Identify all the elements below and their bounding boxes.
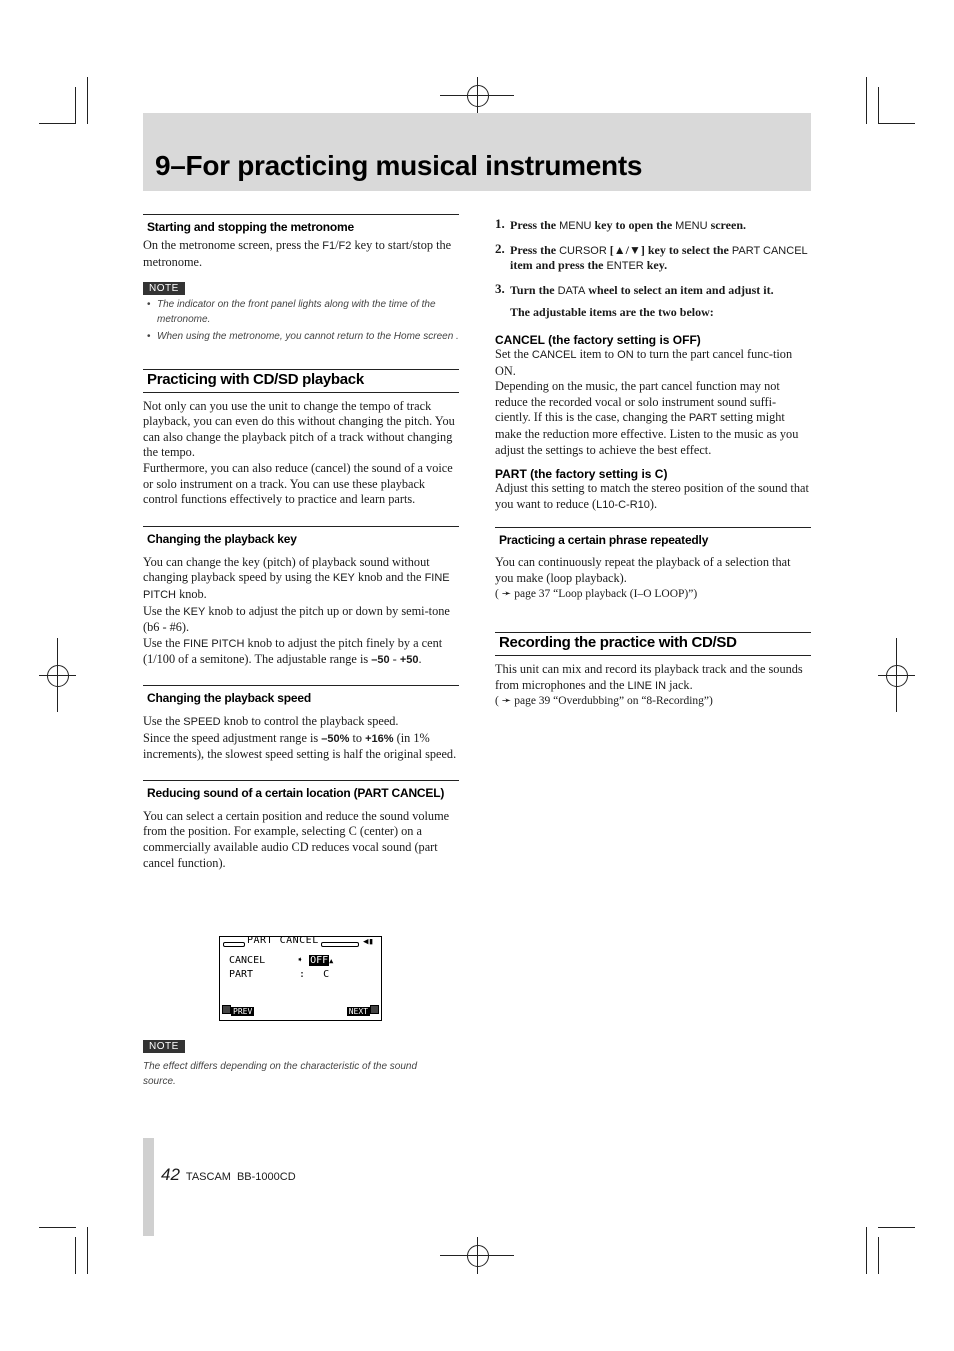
playback-key-body: You can change the key (pitch) of playback sound without changing playback speed by using the KEY knob and the FINE PITCH knob. Use the KEY knob to adjust the pitch up or down by semi-tone (b6 - #6). Use the FINE PITCH knob to adjust the pitch finely by a cent (1/100 of a semitone). The adjustable range is –50 - +50. (143, 554, 450, 667)
page-title: 9–For practicing musical instruments (155, 150, 643, 181)
up-arrow-icon: ▲ (329, 957, 334, 965)
recording-ref: ( ➛ page 39 “Overdubbing” on “8-Recording”) (495, 695, 713, 708)
playback-speed-body: Use the SPEED knob to control the playback speed. Since the speed adjustment range is –50% to +16% (in 1% increments), the slowest speed setting is half the original speed. (143, 714, 457, 762)
footer-model: BB-1000CD (236, 1171, 296, 1183)
note2 (143, 1036, 443, 1089)
playback-key-heading: Changing the playback key (143, 526, 459, 550)
crop-mark (878, 123, 915, 124)
recording-heading: Recording the practice with CD/SD (495, 632, 811, 656)
step-3-follow: The adjustable items are the two below: (510, 305, 714, 319)
crop-mark (878, 87, 879, 124)
footer-brand: TASCAM (185, 1171, 231, 1183)
metronome-heading: Starting and stopping the metronome (143, 214, 459, 238)
note-item: • When using the metronome, you cannot return to the Home screen . (147, 331, 459, 343)
note2-text: The effect differs depending on the characteristic of the sound source. (143, 1061, 418, 1087)
lcd-row-part: PART (229, 969, 254, 980)
note-item: • The indicator on the front panel lights along with the time of the metronome. (147, 299, 436, 325)
speaker-icon: ◀▮ (363, 937, 374, 947)
loop-body: You can continuously repeat the playback of a selection that you make (loop playback). (495, 555, 791, 585)
part-cancel-heading: Reducing sound of a certain location (PART CANCEL) (143, 780, 459, 804)
part-heading: PART (the factory setting is C) (495, 467, 668, 482)
crop-mark (866, 77, 867, 124)
part-body: Adjust this setting to match the stereo position of the sound that you want to reduce (L10-C-R10). (495, 481, 809, 511)
playback-speed-heading: Changing the playback speed (143, 685, 459, 709)
part-cancel-body: You can select a certain position and reduce the sound volume from the position. For example, selecting C (center) on a commercially available audio CD reduces vocal sound (part cancel function). (143, 808, 450, 870)
registration-mark (467, 1245, 489, 1267)
lcd-row-cancel-value: ➧ OFF▲ (297, 955, 334, 966)
step-1: 1. Press the MENU key to open the MENU screen. (495, 216, 746, 232)
page-number: 42 (161, 1165, 180, 1184)
left-column (143, 214, 459, 871)
lcd-row-part-value: : C (299, 969, 330, 980)
f2-key-icon (370, 1005, 379, 1014)
right-column (495, 218, 811, 710)
crop-mark (39, 123, 76, 124)
step-3: 3. Turn the DATA wheel to select an item and adjust it. (495, 281, 774, 297)
cd-playback-body: Not only can you use the unit to change the tempo of track playback, you can even do this without changing the pitch. You can also change the playback pitch of a track without changing the tempo. Furthermore, you can also reduce (cancel) the sound of a voice or solo instrument on a track. You can use these playback control functions effectively to practice and learn parts. (143, 398, 455, 507)
cancel-heading: CANCEL (the factory setting is OFF) (495, 333, 701, 347)
note-badge: NOTE (143, 282, 185, 295)
lcd-title-bar (223, 935, 375, 947)
registration-mark (47, 665, 69, 687)
registration-mark (467, 85, 489, 107)
cursor-arrow-icon: ➧ (297, 955, 304, 966)
crop-mark (87, 1227, 88, 1274)
lcd-row-cancel: CANCEL (229, 955, 266, 966)
step-2: 2. Press the CURSOR [▲/▼] key to select the PART CANCEL item and press the ENTER key. (495, 241, 808, 272)
metronome-body: On the metronome screen, press the F1/F2 key to start/stop the metronome. (143, 238, 452, 269)
note-badge: NOTE (143, 1040, 185, 1053)
crop-mark (878, 1227, 915, 1228)
loop-heading: Practicing a certain phrase repeatedly (495, 527, 811, 551)
lcd-next: NEXT (347, 1005, 379, 1016)
crop-mark (75, 87, 76, 124)
crop-mark (75, 1237, 76, 1274)
crop-mark (87, 77, 88, 124)
recording-body: This unit can mix and record its playback track and the sounds from microphones and the LINE IN jack. (495, 662, 803, 692)
loop-ref: ( ➛ page 37 “Loop playback (I–O LOOP)”) (495, 587, 698, 600)
crop-mark (866, 1227, 867, 1274)
lcd-prev: PREV (222, 1005, 254, 1016)
lcd-title: PART CANCEL (247, 935, 319, 946)
footer (161, 1165, 296, 1185)
cd-playback-heading: Practicing with CD/SD playback (143, 369, 459, 393)
f1-key-icon (222, 1005, 231, 1014)
crop-mark (39, 1227, 76, 1228)
cancel-body: Set the CANCEL item to ON to turn the part cancel func-tion ON. Depending on the music, the part cancel function may not reduce the recorded vocal or solo instrument sound suffi-ciently. If this is the case, changing the PART setting might make the reduction more effective. Listen to the music as you adjust the settings to achieve the best effect. (495, 347, 799, 457)
lcd-screen (219, 936, 382, 1021)
registration-mark (886, 665, 908, 687)
crop-mark (878, 1237, 879, 1274)
footer-bar (143, 1138, 154, 1236)
